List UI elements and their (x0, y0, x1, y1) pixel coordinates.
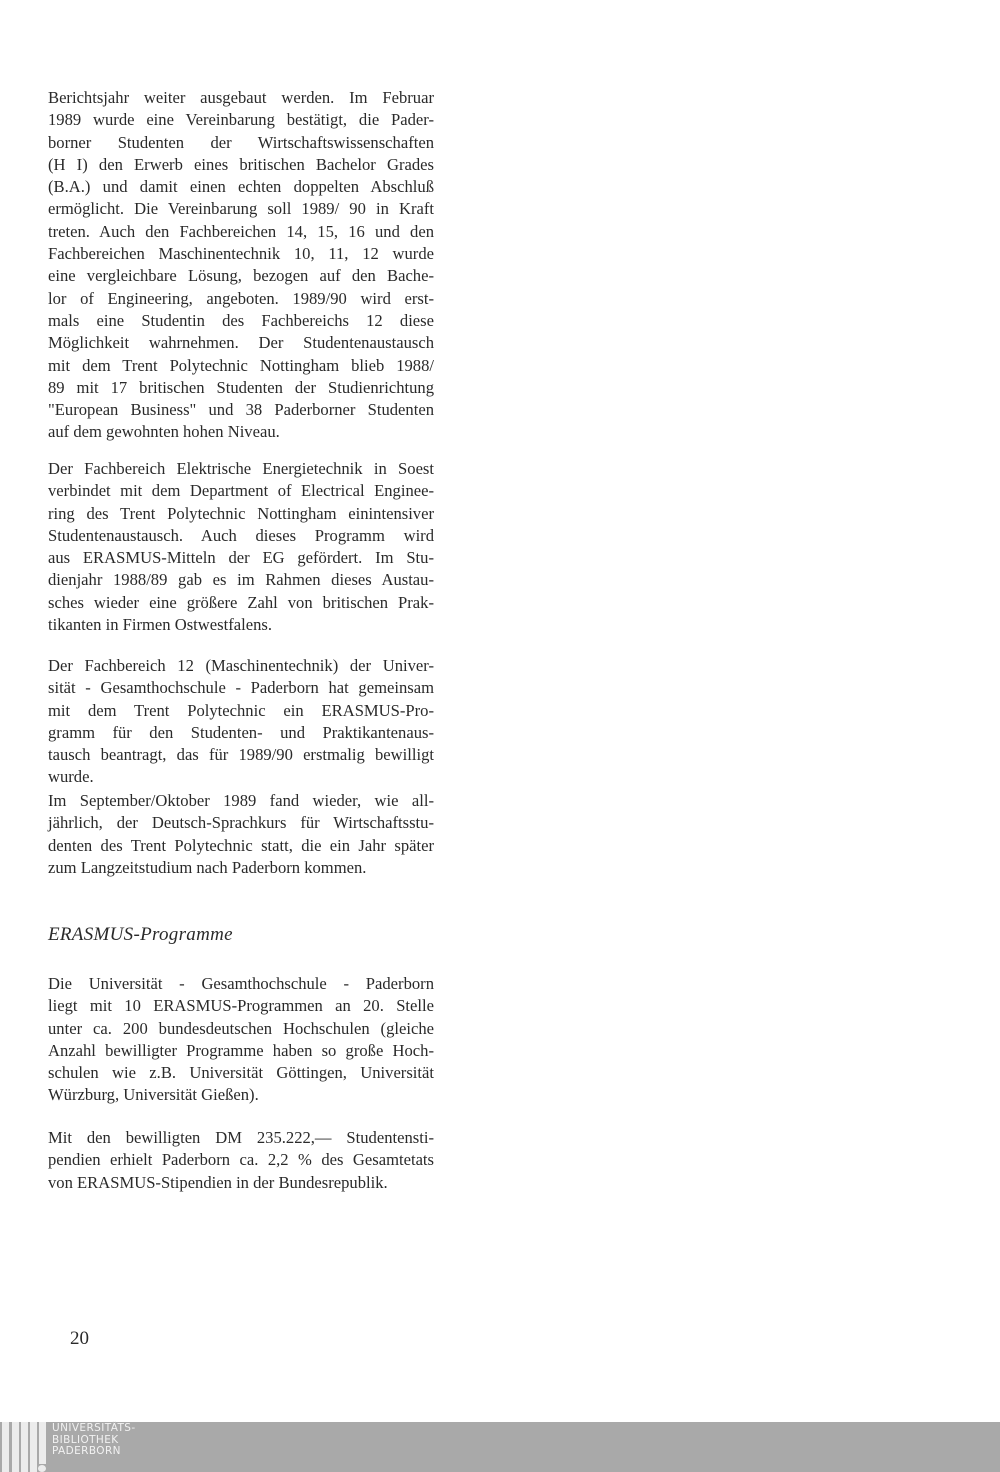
text-line: gramm für den Studenten- und Praktikantenaus- (48, 722, 434, 742)
text-line: Studentenaustausch. Auch dieses Programm wird (48, 525, 434, 545)
text-line: mals eine Studentin des Fachbereichs 12 diese (48, 310, 434, 330)
library-footer-bar (0, 1422, 1000, 1472)
text-line: ermöglicht. Die Vereinbarung soll 1989/ 90 in Kraft (48, 199, 434, 219)
paragraph-2 (48, 458, 434, 636)
text-line: jährlich, der Deutsch-Sprachkurs für Wirtschaftsstu- (48, 813, 434, 833)
section-heading: ERASMUS-Programme (48, 924, 233, 945)
paragraph-1 (48, 87, 434, 444)
paragraph-5 (48, 973, 434, 1107)
text-line: mit dem Trent Polytechnic ein ERASMUS-Pro- (48, 700, 434, 720)
text-line: Möglichkeit wahrnehmen. Der Studentenaustausch (48, 333, 434, 353)
text-line: pendien erhielt Paderborn ca. 2,2 % des Gesamtetats (48, 1150, 434, 1170)
text-line: sches wieder eine größere Zahl von britischen Prak- (48, 592, 434, 612)
text-line: 89 mit 17 britischen Studenten der Studienrichtung (48, 377, 434, 397)
text-line: von ERASMUS-Stipendien in der Bundesrepublik. (48, 1172, 388, 1192)
text-line: Die Universität - Gesamthochschule - Paderborn (48, 974, 434, 993)
text-line: "European Business" und 38 Paderborner Studenten (48, 400, 434, 420)
text-line: verbindet mit dem Department of Electrical Enginee- (48, 481, 434, 501)
text-line: (H I) den Erwerb eines britischen Bachelor Grades (48, 154, 434, 174)
text-line: tikanten in Firmen Ostwestfalens. (48, 615, 272, 635)
text-line: wurde. (48, 767, 94, 787)
text-line: mit dem Trent Polytechnic Nottingham blieb 1988/ (48, 355, 434, 375)
text-line: tausch beantragt, das für 1989/90 erstmalig bewilligt (48, 745, 434, 765)
text-line: schulen wie z.B. Universität Göttingen, Universität (48, 1063, 434, 1083)
text-line: aus ERASMUS-Mitteln der EG gefördert. Im Stu- (48, 548, 434, 568)
text-line: Der Fachbereich 12 (Maschinentechnik) der Univer- (48, 656, 434, 675)
text-line: Fachbereichen Maschinentechnik 10, 11, 12 wurde (48, 244, 434, 264)
text-line: Mit den bewilligten DM 235.222,— Studentensti- (48, 1128, 434, 1147)
paragraph-3 (48, 655, 434, 789)
text-line: Würzburg, Universität Gießen). (48, 1085, 259, 1105)
text-line: eine vergleichbare Lösung, bezogen auf den Bache- (48, 266, 434, 286)
text-line: Im September/Oktober 1989 fand wieder, wie all- (48, 791, 434, 810)
text-line: Berichtsjahr weiter ausgebaut werden. Im Februar (48, 88, 434, 107)
paragraph-4 (48, 790, 434, 879)
text-line: (B.A.) und damit einen echten doppelten Abschluß (48, 177, 434, 197)
text-line: unter ca. 200 bundesdeutschen Hochschulen (gleiche (48, 1018, 434, 1038)
text-line: treten. Auch den Fachbereichen 14, 15, 16 und den (48, 221, 434, 241)
text-line: sität - Gesamthochschule - Paderborn hat gemeinsam (48, 678, 434, 698)
text-line: denten des Trent Polytechnic statt, die ein Jahr später (48, 835, 434, 855)
text-line: lor of Engineering, angeboten. 1989/90 wird erst- (48, 288, 434, 308)
library-logo-text: UNIVERSITÄTS- BIBLIOTHEK PADERBORN (52, 1422, 136, 1457)
text-line: 1989 wurde eine Vereinbarung bestätigt, die Pader- (48, 110, 434, 130)
text-line: ring des Trent Polytechnic Nottingham einintensiver (48, 503, 434, 523)
page-number: 20 (70, 1328, 89, 1349)
text-line: zum Langzeitstudium nach Paderborn kommen. (48, 857, 367, 877)
text-line: Der Fachbereich Elektrische Energietechnik in Soest (48, 459, 434, 478)
text-line: liegt mit 10 ERASMUS-Programmen an 20. Stelle (48, 996, 434, 1016)
text-line: borner Studenten der Wirtschaftswissenschaften (48, 132, 434, 152)
text-line: Anzahl bewilligter Programme haben so große Hoch- (48, 1040, 434, 1060)
text-line: dienjahr 1988/89 gab es im Rahmen dieses Austau- (48, 570, 434, 590)
paragraph-6 (48, 1127, 434, 1194)
text-line: auf dem gewohnten hohen Niveau. (48, 422, 280, 442)
